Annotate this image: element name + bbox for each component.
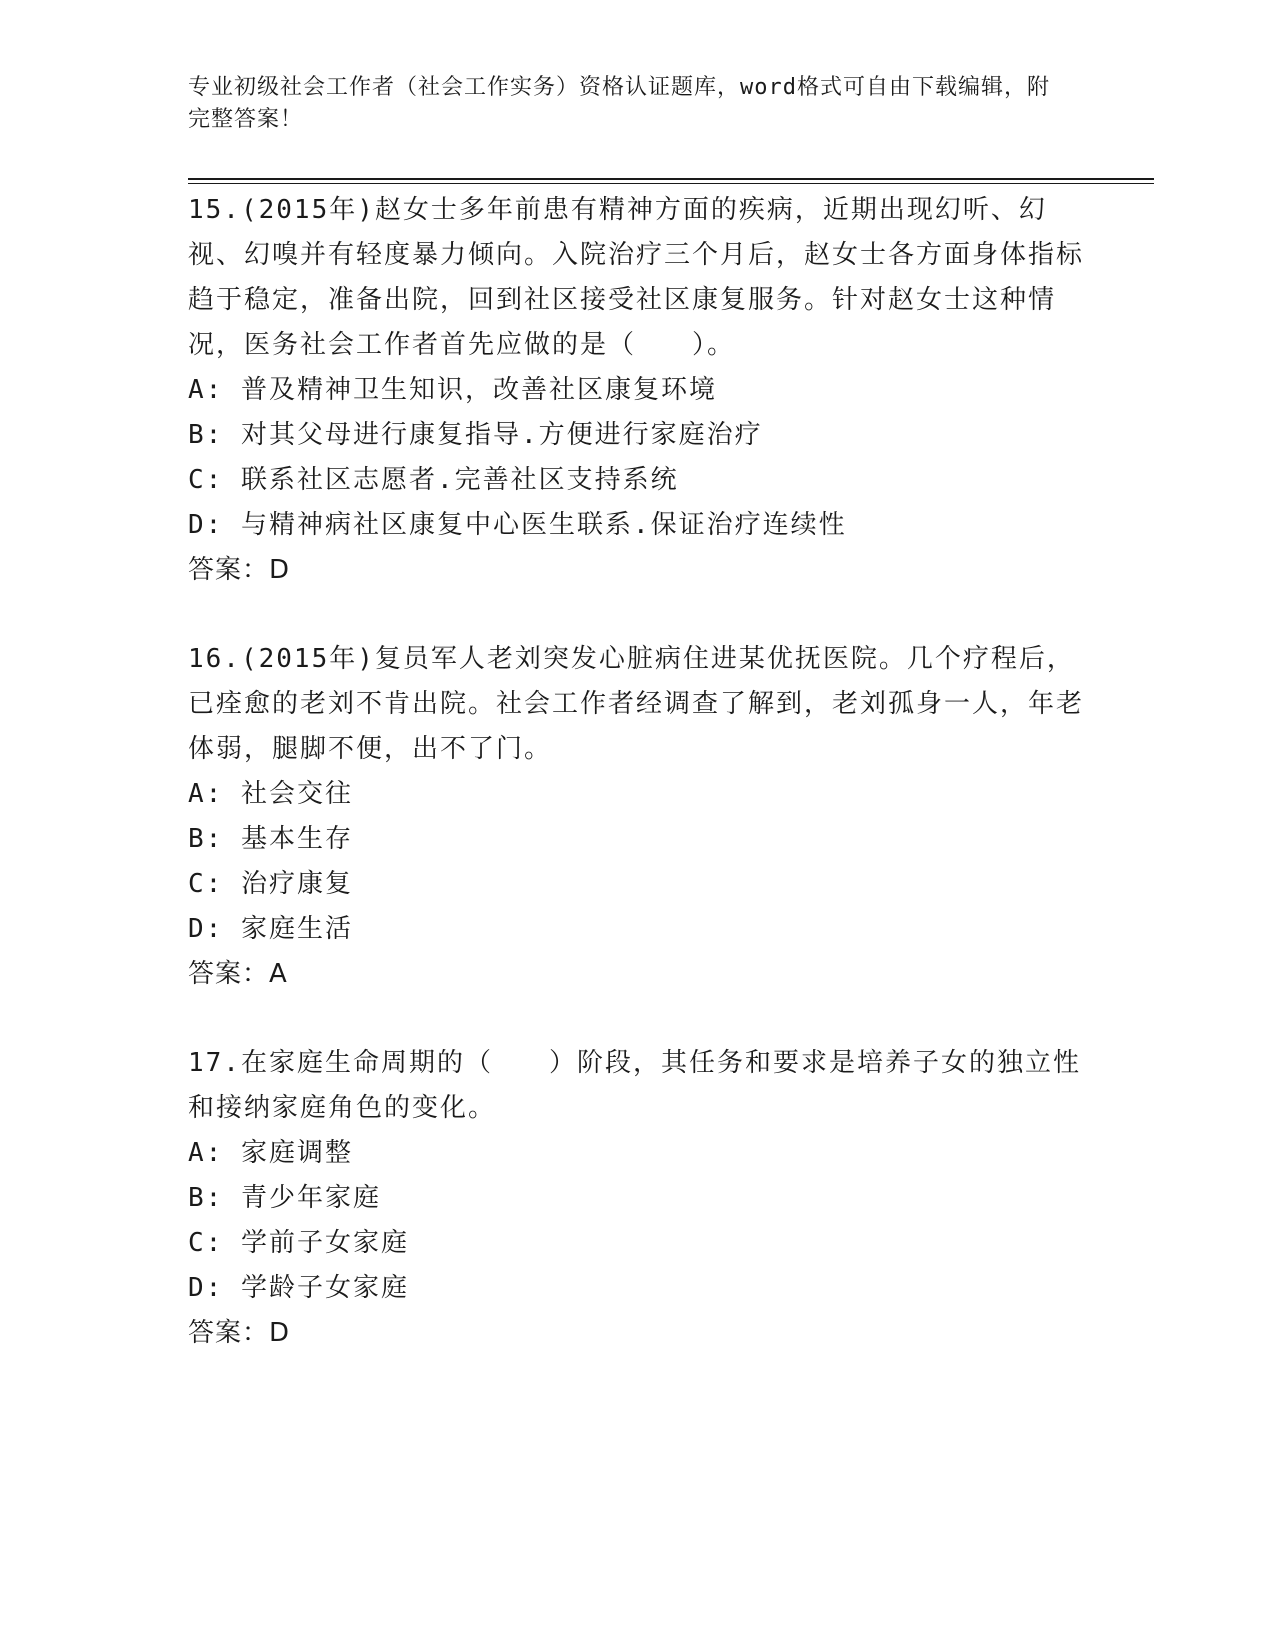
- answer: 答案：D: [188, 555, 291, 585]
- option-d: D: 与精神病社区康复中心医生联系.保证治疗连续性: [188, 510, 847, 540]
- question-stem: 16.(2015年)复员军人老刘突发心脏病住进某优抚医院。几个疗程后，已痊愈的老刘不肯出院。社会工作者经调查了解到，老刘孤身一人，年老体弱，腿脚不便，出不了门。: [188, 644, 1085, 764]
- header-divider-thick: [188, 178, 1154, 180]
- header-divider: [188, 178, 1154, 184]
- option-c: C: 联系社区志愿者.完善社区支持系统: [188, 465, 679, 495]
- question-15: [188, 188, 1088, 593]
- page-header: [188, 72, 1068, 136]
- option-b: B: 基本生存: [188, 824, 353, 854]
- question-17: [188, 1041, 1088, 1356]
- question-16: [188, 637, 1088, 997]
- answer: 答案：A: [188, 959, 288, 989]
- question-stem: 15.(2015年)赵女士多年前患有精神方面的疾病，近期出现幻听、幻视、幻嗅并有轻度暴力倾向。入院治疗三个月后，赵女士各方面身体指标趋于稳定，准备出院，回到社区接受社区康复服务。针对赵女士这种情况，医务社会工作者首先应做的是（ ）。: [188, 195, 1085, 360]
- question-list: [188, 188, 1088, 1400]
- option-b: B: 对其父母进行康复指导.方便进行家庭治疗: [188, 420, 763, 450]
- answer: 答案：D: [188, 1318, 291, 1348]
- header-divider-thin: [188, 183, 1154, 184]
- option-c: C: 学前子女家庭: [188, 1228, 409, 1258]
- option-d: D: 家庭生活: [188, 914, 353, 944]
- option-c: C: 治疗康复: [188, 869, 353, 899]
- header-title: 专业初级社会工作者（社会工作实务）资格认证题库，word格式可自由下载编辑，附完整答案！: [188, 75, 1050, 132]
- option-a: A: 家庭调整: [188, 1138, 353, 1168]
- option-d: D: 学龄子女家庭: [188, 1273, 409, 1303]
- option-b: B: 青少年家庭: [188, 1183, 381, 1213]
- option-a: A: 普及精神卫生知识，改善社区康复环境: [188, 375, 717, 405]
- option-a: A: 社会交往: [188, 779, 353, 809]
- question-stem: 17.在家庭生命周期的（ ）阶段，其任务和要求是培养子女的独立性和接纳家庭角色的变化。: [188, 1048, 1081, 1123]
